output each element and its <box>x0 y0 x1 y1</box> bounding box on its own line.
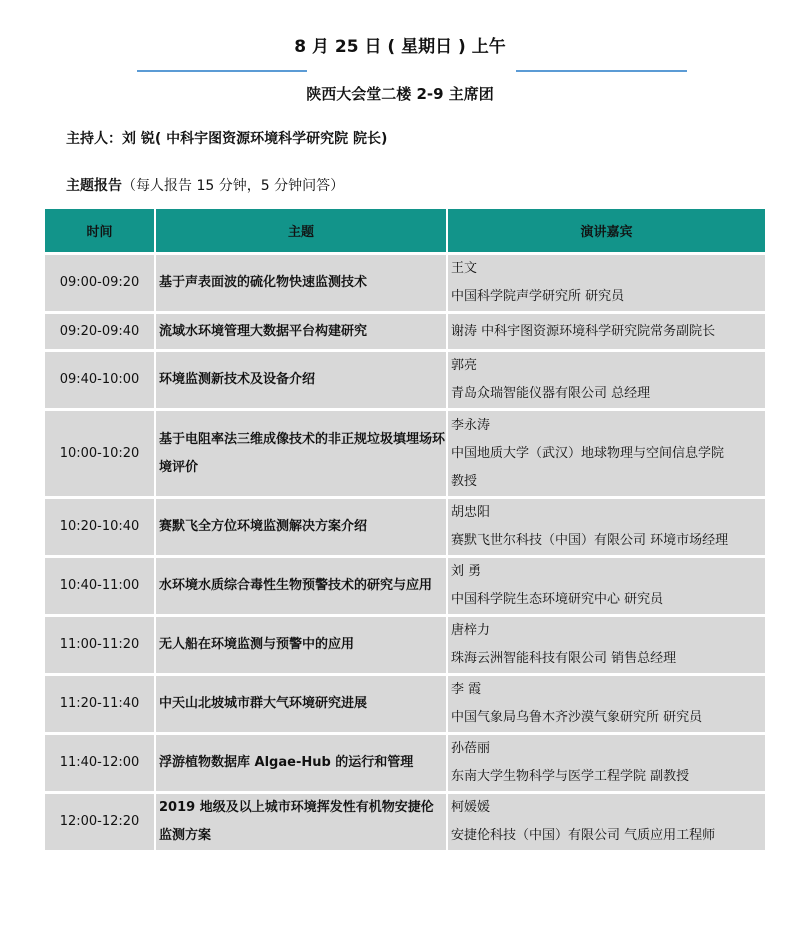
speaker-name: 王文 <box>451 261 478 276</box>
table-row <box>45 617 765 676</box>
session-time: 10:40-11:00 <box>45 558 156 617</box>
speaker-name: 郭亮 <box>451 358 478 373</box>
session-time: 12:00-12:20 <box>45 794 156 853</box>
title-rule-right <box>516 70 687 72</box>
speaker-affiliation: 安捷伦科技（中国）有限公司 气质应用工程师 <box>451 828 716 843</box>
speaker-affiliation: 青岛众瑞智能仪器有限公司 总经理 <box>451 386 651 401</box>
schedule-body <box>45 255 765 853</box>
session-speaker <box>448 352 765 411</box>
session-speaker <box>448 794 765 853</box>
speaker-affiliation: 赛默飞世尔科技（中国）有限公司 环境市场经理 <box>451 533 729 548</box>
session-time: 10:20-10:40 <box>45 499 156 558</box>
session-time: 11:00-11:20 <box>45 617 156 676</box>
session-topic: 浮游植物数据库 Algae-Hub 的运行和管理 <box>156 735 448 794</box>
table-row <box>45 314 765 352</box>
section-label: 主题报告 <box>66 178 122 194</box>
session-time: 10:00-10:20 <box>45 411 156 499</box>
session-speaker <box>448 255 765 314</box>
table-header-row <box>45 209 765 255</box>
speaker-name: 谢涛 中科宇图资源环境科学研究院常务副院长 <box>451 323 716 339</box>
session-time: 09:40-10:00 <box>45 352 156 411</box>
speaker-name: 李永涛 <box>451 417 491 433</box>
section-heading <box>66 175 344 195</box>
table-row <box>45 676 765 735</box>
session-topic: 基于声表面波的硫化物快速监测技术 <box>156 255 448 314</box>
session-topic: 水环境水质综合毒性生物预警技术的研究与应用 <box>156 558 448 617</box>
speaker-affiliation: 东南大学生物科学与医学工程学院 副教授 <box>451 769 690 784</box>
speaker-affiliation: 中国地质大学（武汉）地球物理与空间信息学院 <box>451 445 725 461</box>
session-time: 11:20-11:40 <box>45 676 156 735</box>
session-topic: 无人船在环境监测与预警中的应用 <box>156 617 448 676</box>
speaker-name: 刘 勇 <box>451 564 482 579</box>
session-topic: 基于电阻率法三维成像技术的非正规垃圾填埋场环境评价 <box>156 411 448 499</box>
session-topic: 环境监测新技术及设备介绍 <box>156 352 448 411</box>
speaker-affiliation: 中国科学院生态环境研究中心 研究员 <box>451 592 664 607</box>
speaker-name: 李 霞 <box>451 682 482 697</box>
session-speaker <box>448 617 765 676</box>
speaker-name: 孙蓓丽 <box>451 741 491 756</box>
table-row <box>45 352 765 411</box>
speaker-name: 柯媛媛 <box>451 800 491 815</box>
speaker-affiliation: 教授 <box>451 473 478 489</box>
table-row <box>45 255 765 314</box>
section-note: （每人报告 15 分钟，5 分钟问答） <box>122 178 345 194</box>
session-speaker <box>448 314 765 352</box>
session-speaker <box>448 735 765 794</box>
speaker-name: 胡忠阳 <box>451 505 491 520</box>
session-speaker <box>448 411 765 499</box>
session-time: 09:20-09:40 <box>45 314 156 352</box>
session-speaker <box>448 676 765 735</box>
title-rule-left <box>137 70 307 72</box>
speaker-affiliation: 珠海云洲智能科技有限公司 销售总经理 <box>451 651 677 666</box>
speaker-affiliation: 中国气象局乌鲁木齐沙漠气象研究所 研究员 <box>451 710 703 725</box>
session-topic: 赛默飞全方位环境监测解决方案介绍 <box>156 499 448 558</box>
venue-title: 陕西大会堂二楼 2-9 主席团 <box>306 85 494 103</box>
column-header-time: 时间 <box>45 209 156 255</box>
table-row <box>45 558 765 617</box>
table-row <box>45 735 765 794</box>
schedule-table <box>45 209 765 853</box>
date-title: 8 月 25 日 ( 星期日 ) 上午 <box>294 37 506 57</box>
column-header-speaker: 演讲嘉宾 <box>448 209 765 255</box>
host-line: 主持人：刘 锐( 中科宇图资源环境科学研究院 院长) <box>66 131 388 147</box>
table-row <box>45 499 765 558</box>
session-speaker <box>448 558 765 617</box>
session-speaker <box>448 499 765 558</box>
speaker-affiliation: 中国科学院声学研究所 研究员 <box>451 289 625 304</box>
session-time: 11:40-12:00 <box>45 735 156 794</box>
session-topic: 流域水环境管理大数据平台构建研究 <box>156 314 448 352</box>
column-header-topic: 主题 <box>156 209 448 255</box>
session-topic: 中天山北坡城市群大气环境研究进展 <box>156 676 448 735</box>
table-row <box>45 794 765 853</box>
table-row <box>45 411 765 499</box>
session-topic: 2019 地级及以上城市环境挥发性有机物安捷伦监测方案 <box>156 794 448 853</box>
session-time: 09:00-09:20 <box>45 255 156 314</box>
speaker-name: 唐梓力 <box>451 623 491 638</box>
